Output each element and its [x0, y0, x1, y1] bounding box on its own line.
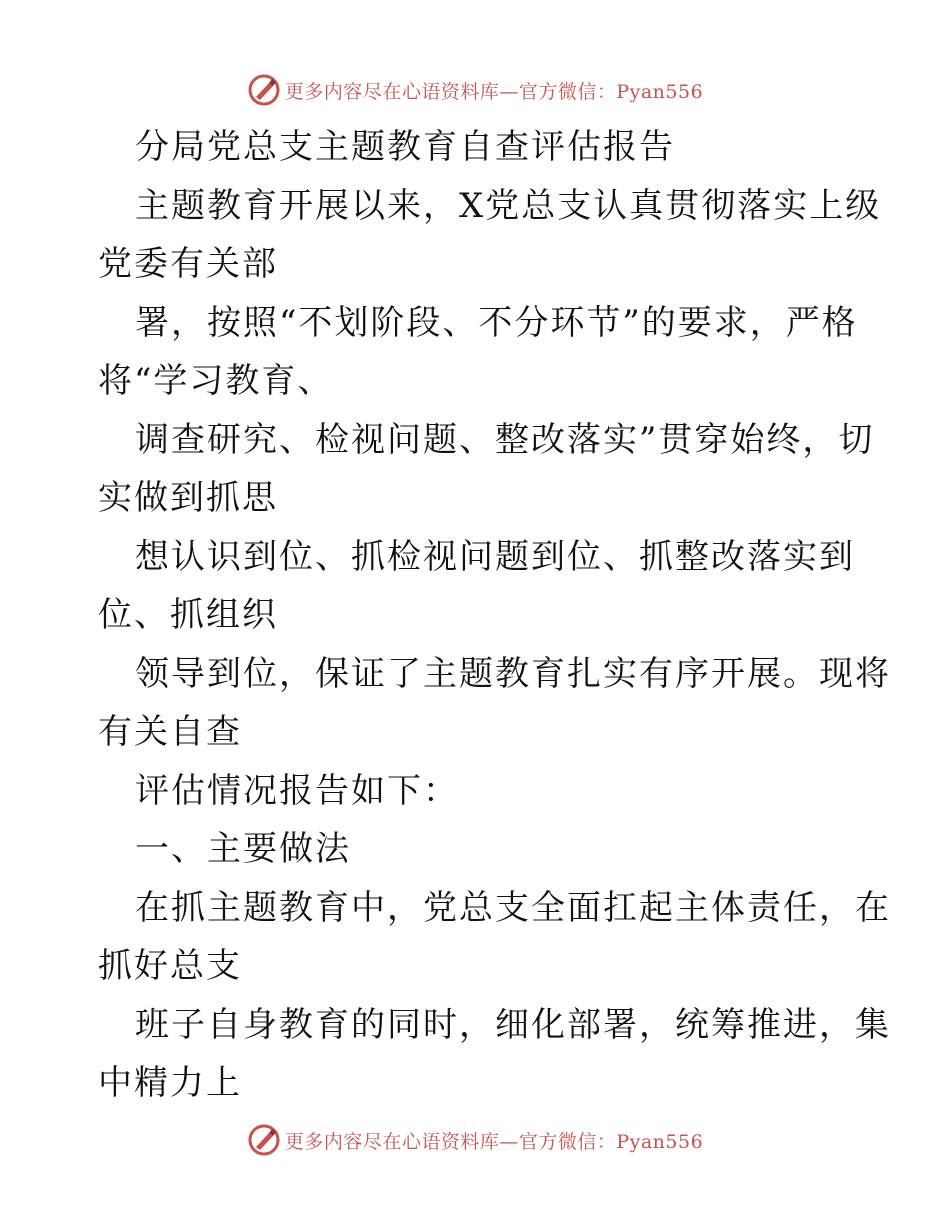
pen-seal-icon	[247, 73, 281, 107]
document-line: 位、抓组织	[98, 595, 278, 635]
document-line: 实做到抓思	[98, 478, 278, 518]
header-watermark	[0, 73, 950, 107]
document-line: 将“学习教育、	[98, 361, 334, 401]
watermark-text: 更多内容尽在心语资料库—官方微信：Pyan556	[284, 80, 704, 103]
document-line: 主题教育开展以来，X党总支认真贯彻落实上级	[135, 185, 882, 226]
document-line: 一、主要做法	[135, 829, 351, 869]
document-line: 领导到位，保证了主题教育扎实有序开展。现将	[135, 653, 891, 694]
document-line: 分局党总支主题教育自查评估报告	[135, 127, 675, 167]
document-line: 在抓主题教育中，党总支全面扛起主体责任，在	[135, 887, 891, 928]
document-body	[98, 118, 891, 1113]
document-line: 想认识到位、抓检视问题到位、抓整改落实到	[135, 536, 855, 577]
pen-seal-icon	[247, 1123, 281, 1157]
document-line: 班子自身教育的同时，细化部署，统筹推进，集	[135, 1004, 891, 1045]
document-line: 有关自查	[98, 712, 242, 752]
watermark-text: 更多内容尽在心语资料库—官方微信：Pyan556	[284, 1130, 704, 1153]
document-line: 党委有关部	[98, 244, 278, 284]
document-line: 调查研究、检视问题、整改落实”贯穿始终，切	[135, 419, 875, 460]
document-line: 评估情况报告如下：	[135, 770, 459, 811]
footer-watermark	[0, 1123, 950, 1157]
document-line: 抓好总支	[98, 946, 242, 986]
document-line: 中精力上	[98, 1063, 242, 1103]
document-line: 署，按照“不划阶段、不分环节”的要求，严格	[135, 302, 858, 343]
